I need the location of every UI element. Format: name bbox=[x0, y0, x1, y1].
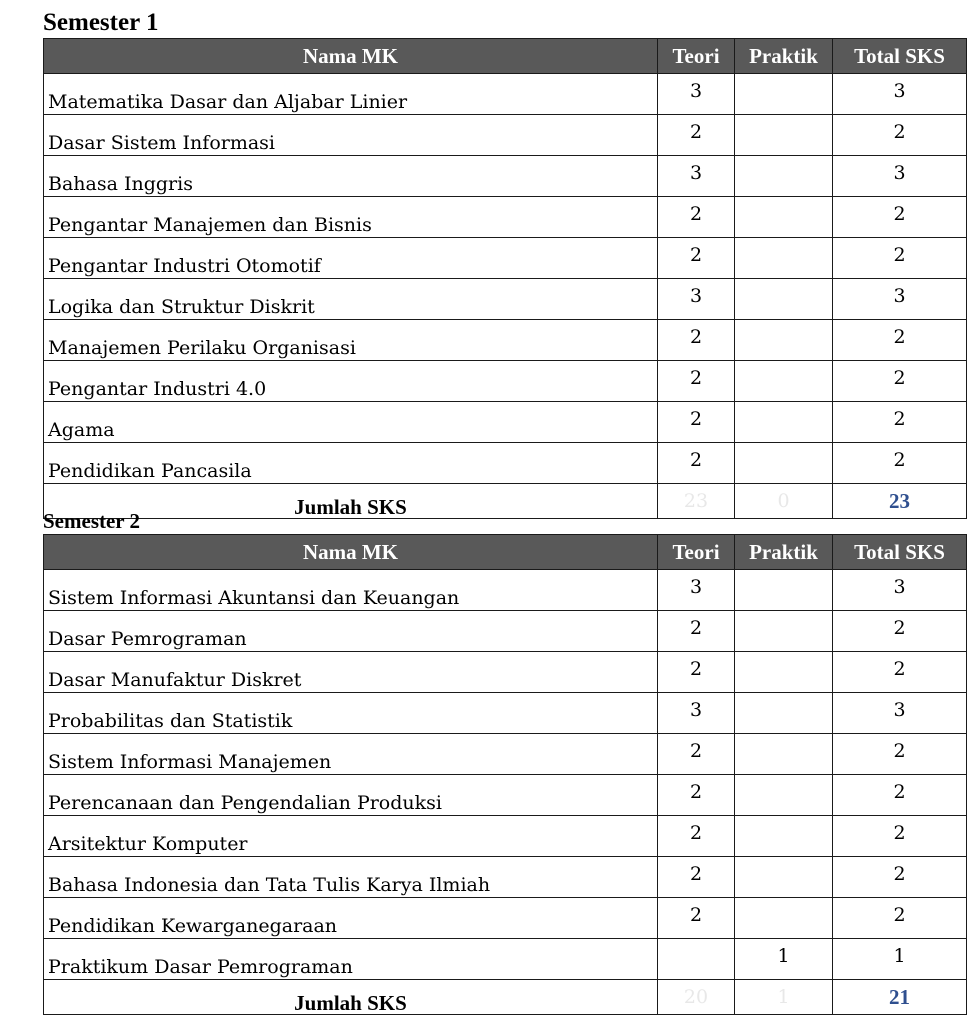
column-header-total-sks: Total SKS bbox=[833, 535, 967, 570]
teori-cell: 3 bbox=[658, 74, 735, 115]
sum-teori: 23 bbox=[658, 484, 735, 519]
table-row bbox=[44, 238, 967, 279]
semester-2-section bbox=[43, 508, 966, 1015]
table-row bbox=[44, 816, 967, 857]
table-row bbox=[44, 402, 967, 443]
teori-cell: 3 bbox=[658, 279, 735, 320]
teori-cell bbox=[658, 939, 735, 980]
semester-2-body bbox=[44, 570, 967, 980]
column-header-teori: Teori bbox=[658, 39, 735, 74]
teori-cell: 2 bbox=[658, 734, 735, 775]
praktik-cell bbox=[735, 156, 833, 197]
course-name-cell: Dasar Pemrograman bbox=[44, 611, 658, 652]
total-sks-cell: 2 bbox=[833, 898, 967, 939]
table-row bbox=[44, 279, 967, 320]
teori-cell: 2 bbox=[658, 775, 735, 816]
praktik-cell bbox=[735, 734, 833, 775]
total-sks-cell: 2 bbox=[833, 197, 967, 238]
praktik-cell: 1 bbox=[735, 939, 833, 980]
teori-cell: 2 bbox=[658, 857, 735, 898]
total-sks-cell: 1 bbox=[833, 939, 967, 980]
total-sks-cell: 2 bbox=[833, 857, 967, 898]
course-name-cell: Sistem Informasi Akuntansi dan Keuangan bbox=[44, 570, 658, 611]
table-row bbox=[44, 939, 967, 980]
total-sks-cell: 3 bbox=[833, 156, 967, 197]
course-name-cell: Probabilitas dan Statistik bbox=[44, 693, 658, 734]
praktik-cell bbox=[735, 775, 833, 816]
table-header-row bbox=[44, 39, 967, 74]
teori-cell: 2 bbox=[658, 443, 735, 484]
course-name-cell: Arsitektur Komputer bbox=[44, 816, 658, 857]
total-sks-cell: 3 bbox=[833, 693, 967, 734]
praktik-cell bbox=[735, 74, 833, 115]
teori-cell: 2 bbox=[658, 361, 735, 402]
semester-1-table bbox=[43, 38, 967, 519]
teori-cell: 3 bbox=[658, 570, 735, 611]
praktik-cell bbox=[735, 857, 833, 898]
course-name-cell: Manajemen Perilaku Organisasi bbox=[44, 320, 658, 361]
praktik-cell bbox=[735, 611, 833, 652]
total-sks-cell: 2 bbox=[833, 816, 967, 857]
praktik-cell bbox=[735, 652, 833, 693]
course-name-cell: Pengantar Industri Otomotif bbox=[44, 238, 658, 279]
praktik-cell bbox=[735, 115, 833, 156]
semester-2-title: Semester 2 bbox=[43, 509, 140, 533]
praktik-cell bbox=[735, 238, 833, 279]
column-header-praktik: Praktik bbox=[735, 535, 833, 570]
course-name-cell: Matematika Dasar dan Aljabar Linier bbox=[44, 74, 658, 115]
course-name-cell: Praktikum Dasar Pemrograman bbox=[44, 939, 658, 980]
table-row bbox=[44, 361, 967, 402]
sum-row bbox=[44, 980, 967, 1015]
course-name-cell: Pengantar Industri 4.0 bbox=[44, 361, 658, 402]
course-name-cell: Pendidikan Kewarganegaraan bbox=[44, 898, 658, 939]
teori-cell: 2 bbox=[658, 238, 735, 279]
table-row bbox=[44, 857, 967, 898]
praktik-cell bbox=[735, 197, 833, 238]
sum-total-sks: 21 bbox=[833, 980, 967, 1015]
total-sks-cell: 2 bbox=[833, 238, 967, 279]
teori-cell: 2 bbox=[658, 611, 735, 652]
course-name-cell: Sistem Informasi Manajemen bbox=[44, 734, 658, 775]
praktik-cell bbox=[735, 279, 833, 320]
course-name-cell: Pendidikan Pancasila bbox=[44, 443, 658, 484]
table-row bbox=[44, 156, 967, 197]
total-sks-cell: 2 bbox=[833, 443, 967, 484]
table-row bbox=[44, 611, 967, 652]
sum-teori: 20 bbox=[658, 980, 735, 1015]
table-row bbox=[44, 115, 967, 156]
table-row bbox=[44, 570, 967, 611]
semester-2-table bbox=[43, 534, 967, 1015]
course-name-cell: Bahasa Inggris bbox=[44, 156, 658, 197]
praktik-cell bbox=[735, 570, 833, 611]
course-name-cell: Bahasa Indonesia dan Tata Tulis Karya Ilmiah bbox=[44, 857, 658, 898]
total-sks-cell: 2 bbox=[833, 734, 967, 775]
sum-praktik: 0 bbox=[735, 484, 833, 519]
praktik-cell bbox=[735, 320, 833, 361]
course-name-cell: Pengantar Manajemen dan Bisnis bbox=[44, 197, 658, 238]
total-sks-cell: 2 bbox=[833, 775, 967, 816]
table-row bbox=[44, 74, 967, 115]
table-row bbox=[44, 320, 967, 361]
sum-label: Jumlah SKS bbox=[44, 980, 658, 1015]
course-name-cell: Perencanaan dan Pengendalian Produksi bbox=[44, 775, 658, 816]
teori-cell: 2 bbox=[658, 816, 735, 857]
table-row bbox=[44, 734, 967, 775]
sum-praktik: 1 bbox=[735, 980, 833, 1015]
total-sks-cell: 3 bbox=[833, 74, 967, 115]
teori-cell: 2 bbox=[658, 402, 735, 443]
total-sks-cell: 2 bbox=[833, 652, 967, 693]
table-header-row bbox=[44, 535, 967, 570]
table-row bbox=[44, 443, 967, 484]
column-header-nama-mk: Nama MK bbox=[44, 535, 658, 570]
praktik-cell bbox=[735, 898, 833, 939]
teori-cell: 2 bbox=[658, 320, 735, 361]
praktik-cell bbox=[735, 693, 833, 734]
table-row bbox=[44, 898, 967, 939]
course-name-cell: Agama bbox=[44, 402, 658, 443]
teori-cell: 2 bbox=[658, 898, 735, 939]
teori-cell: 3 bbox=[658, 156, 735, 197]
semester-1-title: Semester 1 bbox=[43, 9, 159, 36]
sum-total-sks: 23 bbox=[833, 484, 967, 519]
praktik-cell bbox=[735, 402, 833, 443]
teori-cell: 2 bbox=[658, 197, 735, 238]
column-header-nama-mk: Nama MK bbox=[44, 39, 658, 74]
table-row bbox=[44, 775, 967, 816]
total-sks-cell: 3 bbox=[833, 570, 967, 611]
course-name-cell: Dasar Sistem Informasi bbox=[44, 115, 658, 156]
column-header-teori: Teori bbox=[658, 535, 735, 570]
total-sks-cell: 2 bbox=[833, 611, 967, 652]
table-row bbox=[44, 652, 967, 693]
course-name-cell: Logika dan Struktur Diskrit bbox=[44, 279, 658, 320]
teori-cell: 3 bbox=[658, 693, 735, 734]
table-row bbox=[44, 197, 967, 238]
column-header-praktik: Praktik bbox=[735, 39, 833, 74]
sum-label: Jumlah SKS bbox=[44, 484, 658, 519]
total-sks-cell: 3 bbox=[833, 279, 967, 320]
total-sks-cell: 2 bbox=[833, 361, 967, 402]
praktik-cell bbox=[735, 443, 833, 484]
table-row bbox=[44, 693, 967, 734]
semester-1-section bbox=[43, 8, 966, 519]
teori-cell: 2 bbox=[658, 115, 735, 156]
praktik-cell bbox=[735, 816, 833, 857]
praktik-cell bbox=[735, 361, 833, 402]
column-header-total-sks: Total SKS bbox=[833, 39, 967, 74]
teori-cell: 2 bbox=[658, 652, 735, 693]
total-sks-cell: 2 bbox=[833, 320, 967, 361]
total-sks-cell: 2 bbox=[833, 402, 967, 443]
total-sks-cell: 2 bbox=[833, 115, 967, 156]
course-name-cell: Dasar Manufaktur Diskret bbox=[44, 652, 658, 693]
semester-1-body bbox=[44, 74, 967, 484]
